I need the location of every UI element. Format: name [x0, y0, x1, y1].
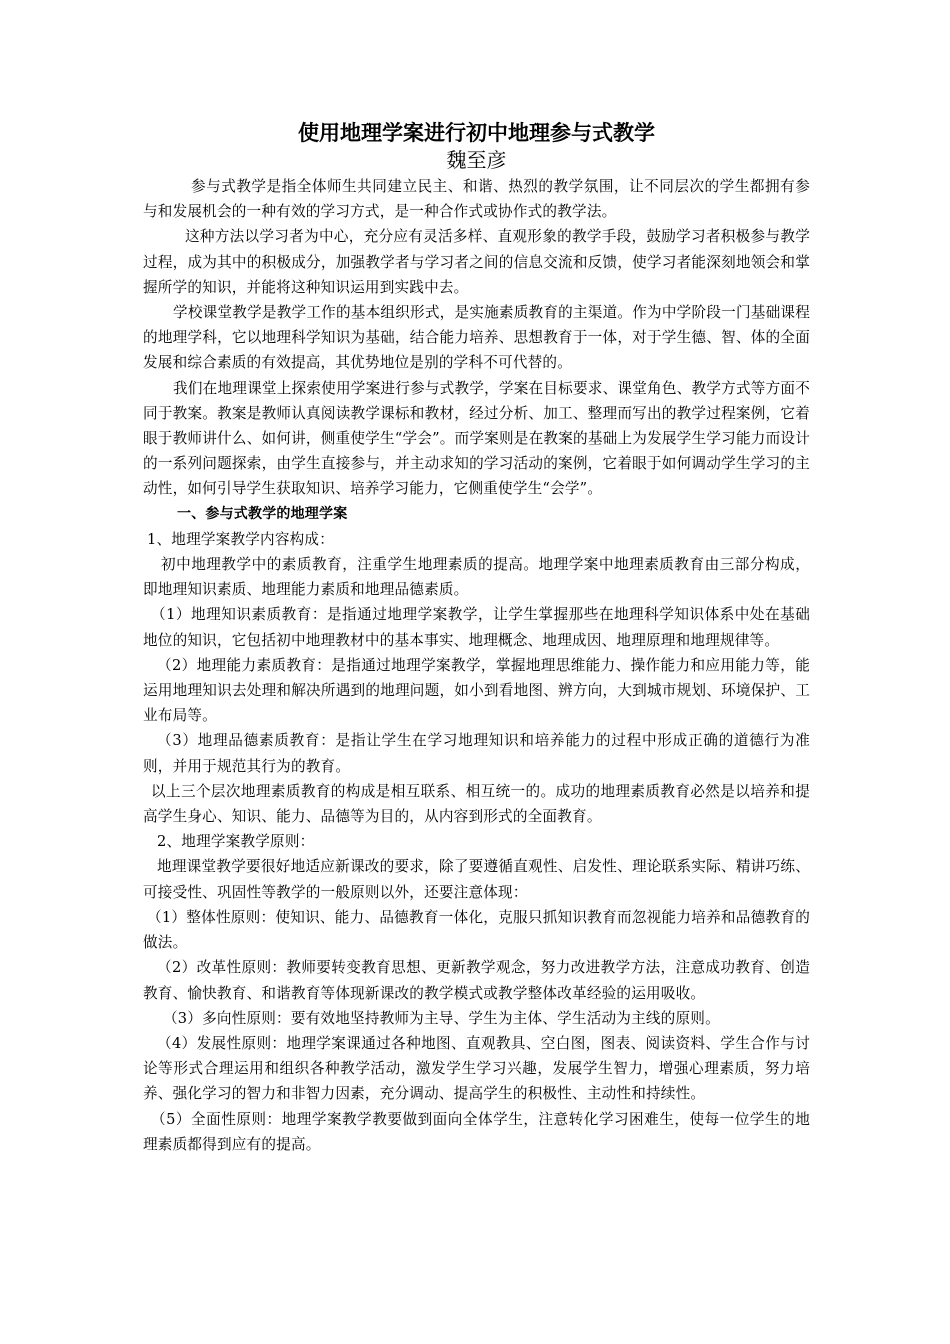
- paragraph-14: （4）发展性原则：地理学案课通过各种地图、直观教具、空白图，图表、阅读资料、学生合作与讨论等形式合理运用和组织各种教学活动，激发学生学习兴趣，发展学生智力，增强心理素质，努力培养、强化学习的智力和非智力因素，充分调动、提高学生的积极性、主动性和持续性。: [143, 1034, 810, 1103]
- paragraph-11: （1）整体性原则：使知识、能力、品德教育一体化，克服只抓知识教育而忽视能力培养和品德教育的做法。: [143, 908, 810, 952]
- subsection-heading-2: 2、地理学案教学原则：: [157, 833, 315, 851]
- document-title: 使用地理学案进行初中地理参与式教学: [298, 121, 655, 145]
- paragraph-10: 地理课堂教学要很好地适应新课改的要求，除了要遵循直观性、启发性、理论联系实际、精讲巧练、可接受性、巩固性等教学的一般原则以外，还要注意体现：: [143, 858, 810, 901]
- section-heading-1: 一、参与式教学的地理学案: [177, 505, 348, 522]
- paragraph-2: 这种方法以学习者为中心，充分应有灵活多样、直观形象的教学手段，鼓励学习者积极参与教学过程，成为其中的积极成分，加强教学者与学习者之间的信息交流和反馈，使学习者能深刻地领会和掌握所学的知识，并能将这种知识运用到实践中去。: [143, 228, 810, 296]
- paragraph-8: （3）地理品德素质教育：是指让学生在学习地理知识和培养能力的过程中形成正确的道德行为准则，并用于规范其行为的教育。: [143, 732, 810, 775]
- paragraph-3: 学校课堂教学是教学工作的基本组织形式，是实施素质教育的主渠道。作为中学阶段一门基础课程的地理学科，它以地理科学知识为基础，结合能力培养、思想教育于一体，对于学生德、智、体的全面发展和综合素质的有效提高，其优势地位是别的学科不可代替的。: [143, 304, 810, 372]
- paragraph-12: （2）改革性原则：教师要转变教育思想、更新教学观念，努力改进教学方法，注意成功教育、创造教育、愉快教育、和谐教育等体现新课改的教学模式或教学整体改革经验的运用吸收。: [143, 959, 810, 1002]
- paragraph-9: 以上三个层次地理素质教育的构成是相互联系、相互统一的。成功的地理素质教育必然是以培养和提高学生身心、知识、能力、品德等为目的，从内容到形式的全面教育。: [143, 782, 810, 826]
- paragraph-15: （5）全面性原则：地理学案教学教要做到面向全体学生，注意转化学习困难生，使每一位学生的地理素质都得到应有的提高。: [143, 1110, 810, 1153]
- paragraph-6: （1）地理知识素质教育：是指通过地理学案教学，让学生掌握那些在地理科学知识体系中处在基础地位的知识，它包括初中地理教材中的基本事实、地理概念、地理成因、地理原理和地理规律等。: [143, 606, 810, 649]
- document-page: [143, 118, 810, 1157]
- paragraph-13: （3）多向性原则：要有效地坚持教师为主导、学生为主体、学生活动为主线的原则。: [163, 1009, 720, 1027]
- paragraph-4: 我们在地理课堂上探索使用学案进行参与式教学，学案在目标要求、课堂角色、教学方式等方面不同于教案。教案是教师认真阅读教学课标和教材，经过分析、加工、整理而写出的教学过程案例，它着眼于教师讲什么、如何讲，侧重使学生“学会”。而学案则是在教案的基础上为发展学生学习能力而设计的一系列问题探索，由学生直接参与，并主动求知的学习活动的案例，它着眼于如何调动学生学习的主动性，如何引导学生获取知识、培养学习能力，它侧重使学生“会学”。: [143, 379, 810, 498]
- subsection-heading-1: 1、地理学案教学内容构成：: [147, 530, 335, 548]
- paragraph-1: 参与式教学是指全体师生共同建立民主、和谐、热烈的教学氛围，让不同层次的学生都拥有参与和发展机会的一种有效的学习方式，是一种合作式或协作式的教学法。: [143, 178, 810, 221]
- paragraph-5: 初中地理教学中的素质教育，注重学生地理素质的提高。地理学案中地理素质教育由三部分构成，即地理知识素质、地理能力素质和地理品德素质。: [143, 556, 810, 599]
- paragraph-7: （2）地理能力素质教育：是指通过地理学案教学，掌握地理思维能力、操作能力和应用能力等，能运用地理知识去处理和解决所遇到的地理问题，如小到看地图、辨方向，大到城市规划、环境保护、工业布局等。: [143, 656, 810, 725]
- author-name: 魏至彦: [446, 148, 507, 172]
